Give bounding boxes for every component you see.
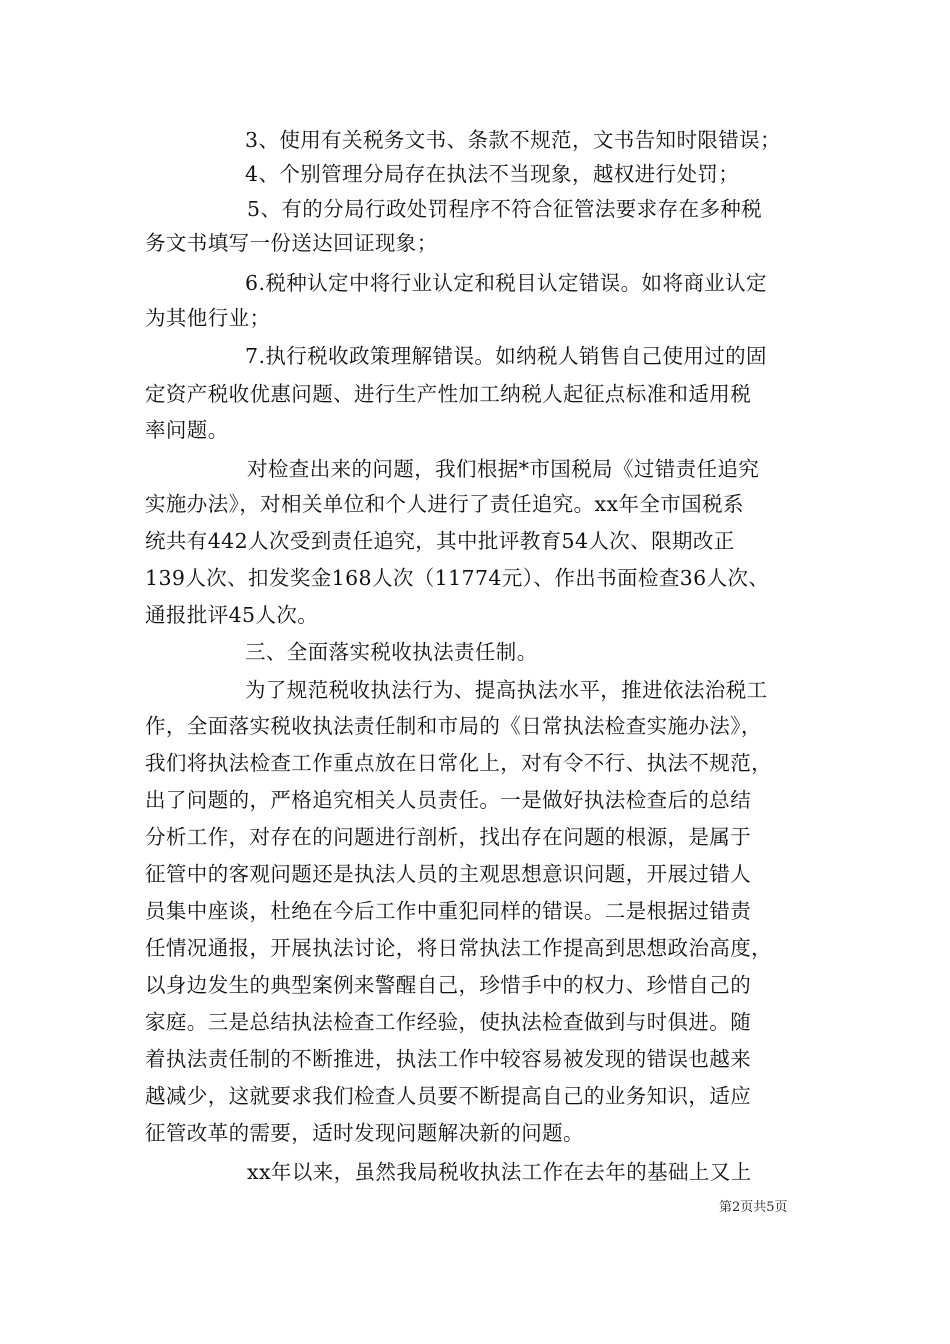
text-line: 4、个别管理分局存在执法不当现象，越权进行处罚；: [245, 162, 740, 186]
text-line: 统共有442人次受到责任追究，其中批评教育54人次、限期改正: [145, 529, 735, 553]
text-line: 7.执行税收政策理解错误。如纳税人销售自己使用过的固: [245, 344, 767, 368]
text-line: 为了规范税收执法行为、提高执法水平，推进依法治税工: [245, 678, 768, 702]
text-line: 着执法责任制的不断推进，执法工作中较容易被发现的错误也越来: [145, 1047, 752, 1071]
text-line: 征管中的客观问题还是执法人员的主观思想意识问题，开展过错人: [145, 862, 752, 886]
text-line: xx年以来，虽然我局税收执法工作在去年的基础上又上: [247, 1160, 752, 1184]
text-line: 越减少，这就要求我们检查人员要不断提高自己的业务知识，适应: [145, 1084, 752, 1108]
text-line: 通报批评45人次。: [145, 603, 319, 627]
text-line: 6.税种认定中将行业认定和税目认定错误。如将商业认定: [245, 271, 767, 295]
text-line: 家庭。三是总结执法检查工作经验，使执法检查做到与时俱进。随: [145, 1010, 752, 1034]
text-line: 对检查出来的问题，我们根据*市国税局《过错责任追究: [247, 457, 760, 481]
text-line: 任情况通报，开展执法讨论，将日常执法工作提高到思想政治高度，: [145, 936, 772, 960]
page-number: 第2页共5页: [719, 1200, 788, 1215]
text-line: 3、使用有关税务文书、条款不规范，文书告知时限错误；: [245, 128, 781, 152]
text-line: 员集中座谈，杜绝在今后工作中重犯同样的错误。二是根据过错责: [145, 899, 752, 923]
section-heading: 三、全面落实税收执法责任制。: [245, 640, 538, 664]
text-line: 实施办法》，对相关单位和个人进行了责任追究。xx年全市国税系: [145, 492, 744, 516]
text-line: 率问题。: [145, 418, 229, 442]
text-line: 分析工作，对存在的问题进行剖析，找出存在问题的根源，是属于: [145, 825, 752, 849]
text-line: 5、有的分局行政处罚程序不符合征管法要求存在多种税: [247, 197, 763, 221]
text-line: 务文书填写一份送达回证现象；: [145, 231, 438, 255]
text-line: 以身边发生的典型案例来警醒自己，珍惜手中的权力、珍惜自己的: [145, 973, 752, 997]
text-line: 征管改革的需要，适时发现问题解决新的问题。: [145, 1121, 584, 1145]
text-line: 为其他行业；: [145, 306, 271, 330]
text-line: 定资产税收优惠问题、进行生产性加工纳税人起征点标准和适用税: [145, 382, 752, 406]
text-line: 作，全面落实税收执法责任制和市局的《日常执法检查实施办法》，: [145, 714, 762, 738]
text-line: 139人次、扣发奖金168人次（11774元）、作出书面检查36人次、: [145, 566, 770, 590]
text-line: 我们将执法检查工作重点放在日常化上，对有令不行、执法不规范，: [145, 751, 772, 775]
text-line: 出了问题的，严格追究相关人员责任。一是做好执法检查后的总结: [145, 788, 752, 812]
